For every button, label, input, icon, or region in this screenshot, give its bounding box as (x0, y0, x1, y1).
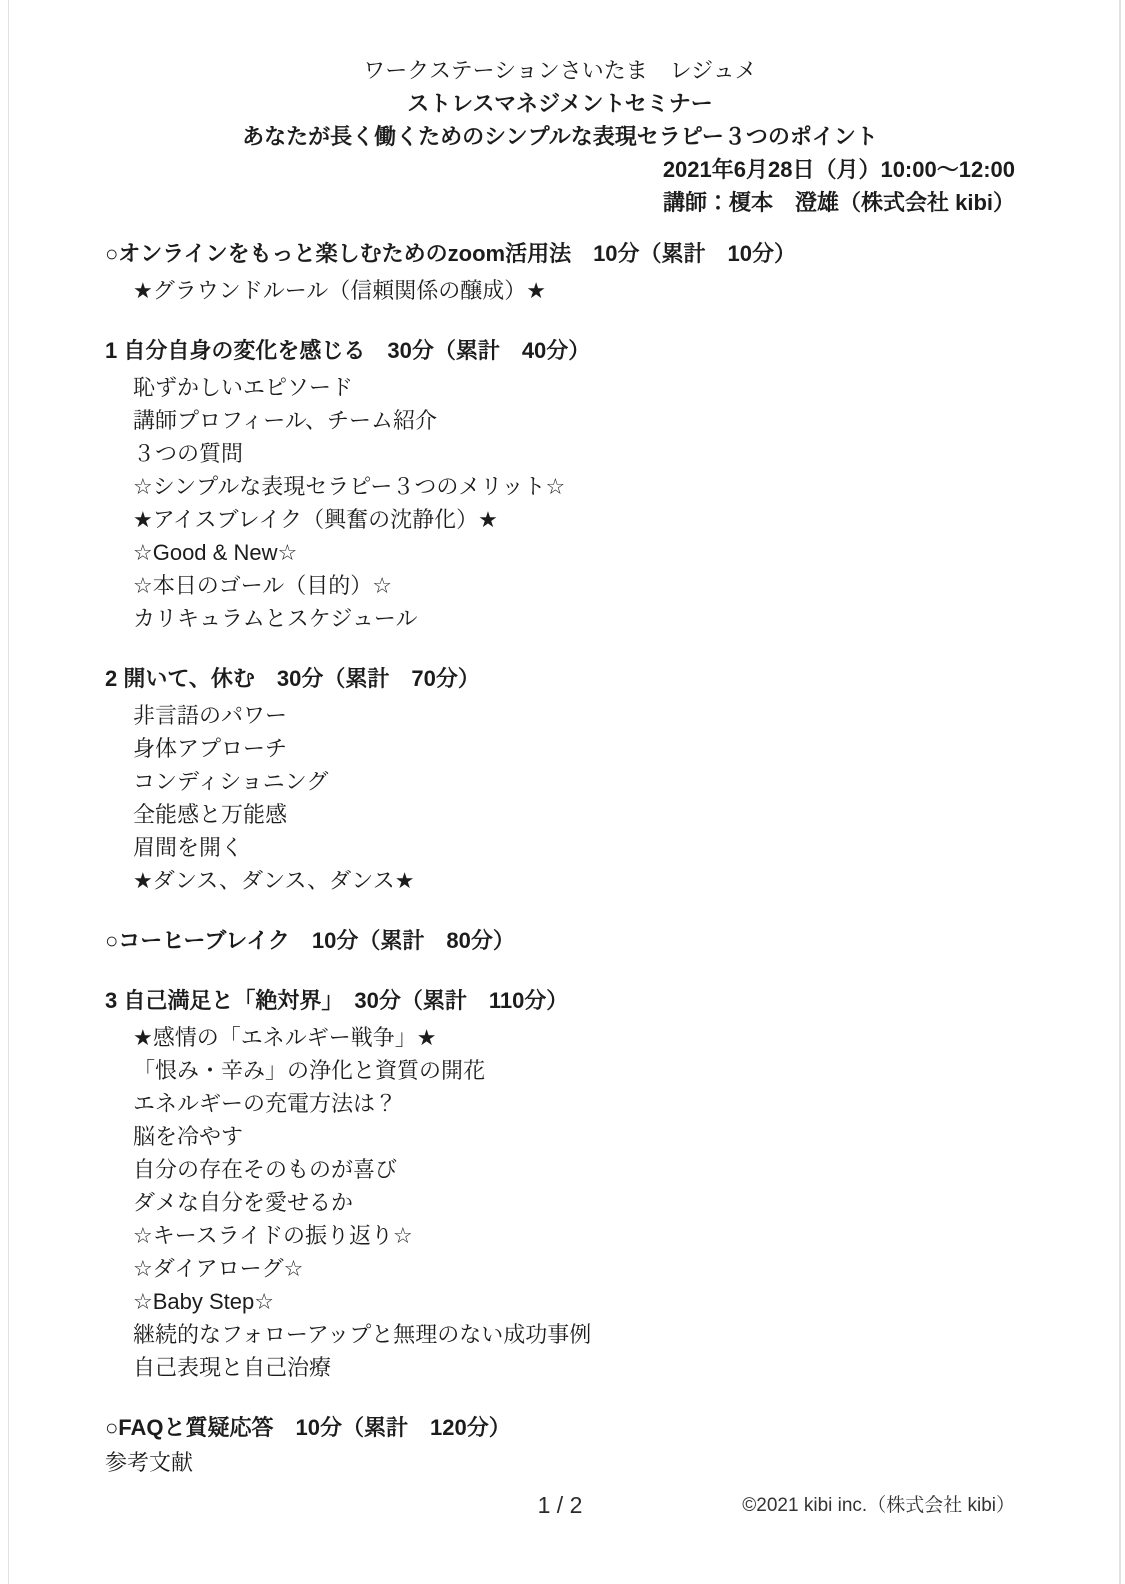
agenda-item: 全能感と万能感 (133, 802, 288, 827)
agenda-item: ☆Baby Step☆ (133, 1289, 274, 1314)
agenda-item: 眉間を開く (133, 835, 244, 860)
document-title: ワークステーションさいたま レジュメ (363, 58, 757, 83)
agenda-item: 恥ずかしいエピソード (133, 375, 354, 400)
seminar-subtitle: あなたが長く働くためのシンプルな表現セラピー３つのポイント (242, 124, 878, 149)
agenda-item: ☆Good & New☆ (133, 540, 298, 565)
agenda-section-heading: 2 開いて、休む 30分（累計 70分） (105, 666, 480, 691)
seminar-title: ストレスマネジメントセミナー (407, 91, 713, 116)
agenda-item: 脳を冷やす (133, 1124, 244, 1149)
agenda-item: 継続的なフォローアップと無理のない成功事例 (133, 1322, 592, 1347)
agenda-item: エネルギーの充電方法は？ (133, 1091, 398, 1116)
agenda-item: 非言語のパワー (133, 703, 288, 728)
page-content (105, 54, 1015, 1522)
references-label: 参考文献 (105, 1450, 194, 1475)
seminar-datetime: 2021年6月28日（月）10:00〜12:00 (662, 157, 1015, 182)
agenda-item: ☆キースライドの振り返り☆ (133, 1223, 413, 1248)
agenda-item: ☆本日のゴール（目的）☆ (133, 573, 393, 598)
page-footer (105, 1489, 1015, 1522)
agenda-section-heading: 1 自分自身の変化を感じる 30分（累計 40分） (105, 338, 591, 363)
agenda-item: ★グラウンドルール（信頼関係の醸成）★ (133, 278, 547, 303)
agenda-block (105, 662, 1015, 897)
page-edge-right (1119, 0, 1121, 1584)
agenda-item: コンディショニング (133, 769, 329, 794)
agenda-item: 身体アプローチ (133, 736, 288, 761)
agenda-item: ☆ダイアローグ☆ (133, 1256, 304, 1281)
agenda-section-heading: ○コーヒーブレイク 10分（累計 80分） (105, 928, 515, 953)
copyright-notice: ©2021 kibi inc.（株式会社 kibi） (742, 1495, 1015, 1516)
agenda-section-heading: ○オンラインをもっと楽しむためのzoom活用法 10分（累計 10分） (105, 241, 797, 266)
agenda-item: カリキュラムとスケジュール (133, 606, 418, 631)
agenda-item: 「恨み・辛み」の浄化と資質の開花 (133, 1058, 486, 1083)
agenda-item: 自分の存在そのものが喜び (133, 1157, 398, 1182)
agenda-item: ★ダンス、ダンス、ダンス★ (133, 868, 415, 893)
agenda-block (105, 334, 1015, 635)
agenda-block (105, 237, 1015, 307)
page-number: 1 / 2 (537, 1492, 583, 1518)
agenda-section-heading: ○FAQと質疑応答 10分（累計 120分） (105, 1415, 511, 1440)
agenda-item: 講師プロフィール、チーム紹介 (133, 408, 438, 433)
agenda-block (105, 1411, 1015, 1444)
agenda-item: ☆シンプルな表現セラピー３つのメリット☆ (133, 474, 566, 499)
agenda-block (105, 984, 1015, 1384)
agenda-block (105, 924, 1015, 957)
agenda-section-heading: 3 自己満足と「絶対界」 30分（累計 110分） (105, 988, 569, 1013)
agenda-item: ★感情の「エネルギー戦争」★ (133, 1025, 437, 1050)
agenda-item: ３つの質問 (133, 441, 244, 466)
agenda-item: ★アイスブレイク（興奮の沈静化）★ (133, 507, 498, 532)
agenda-item: 自己表現と自己治療 (133, 1355, 332, 1380)
agenda (105, 237, 1015, 1444)
seminar-instructor: 講師：榎本 澄雄（株式会社 kibi） (662, 190, 1015, 215)
page-edge-left (8, 0, 9, 1584)
document-header (105, 54, 1015, 219)
agenda-item: ダメな自分を愛せるか (133, 1190, 354, 1215)
